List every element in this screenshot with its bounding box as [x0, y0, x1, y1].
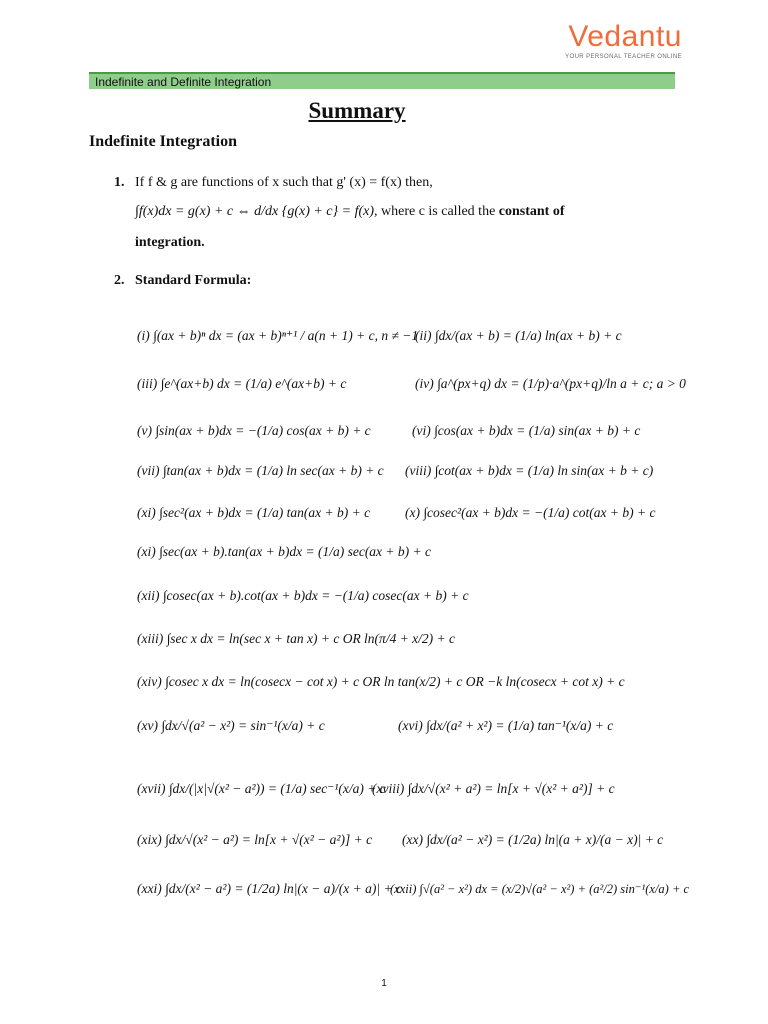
item-1-line3: integration.	[135, 235, 205, 250]
item-1-bold-tail: constant of	[498, 204, 565, 219]
formula-xiii: (xiii) ∫sec x dx = ln(sec x + tan x) + c OR ln(π/4 + x/2) + c	[137, 631, 456, 646]
page-number: 1	[381, 978, 387, 989]
formula-iv: (iv) ∫a^(px+q) dx = (1/p)·a^(px+q)/ln a + c; a > 0	[415, 376, 686, 391]
formula-xxii: (xxii) ∫√(a² − x²) dx = (x/2)√(a² − x²) + (a²/2) sin⁻¹(x/a) + c	[390, 882, 690, 896]
formula-vii: (vii) ∫tan(ax + b)dx = (1/a) ln sec(ax + b) + c	[137, 463, 384, 478]
item-1-text: If f & g are functions of x such that g' (x) = f(x) then,	[135, 175, 433, 190]
formula-xi-sec-squared: (xi) ∫sec²(ax + b)dx = (1/a) tan(ax + b) + c	[137, 505, 371, 520]
item-1-formula-tail: , where c is called the	[374, 204, 499, 219]
formula-i: (i) ∫(ax + b)ⁿ dx = (ax + b)ⁿ⁺¹ / a(n + 1) + c, n ≠ −1	[137, 328, 419, 343]
item-1-formula-line	[135, 203, 565, 221]
section-heading: Indefinite Integration	[89, 133, 237, 150]
formula-viii: (viii) ∫cot(ax + b)dx = (1/a) ln sin(ax + b + c)	[405, 463, 654, 478]
formula-vi: (vi) ∫cos(ax + b)dx = (1/a) sin(ax + b) + c	[412, 423, 641, 438]
logo-tagline: YOUR PERSONAL TEACHER ONLINE	[565, 54, 682, 60]
formula-v: (v) ∫sin(ax + b)dx = −(1/a) cos(ax + b) + c	[137, 423, 371, 438]
item-1-number: 1.	[114, 175, 125, 190]
integration-definition-formula: ∫f(x)dx = g(x) + c ⇔ d/dx {g(x) + c} = f(x)	[135, 204, 374, 219]
item-2-label: Standard Formula:	[135, 273, 252, 288]
formula-x: (x) ∫cosec²(ax + b)dx = −(1/a) cot(ax + b) + c	[405, 505, 656, 520]
logo-wordmark: Vedantu	[568, 20, 682, 53]
formula-xv: (xv) ∫dx/√(a² − x²) = sin⁻¹(x/a) + c	[137, 718, 325, 733]
formula-xii: (xii) ∫cosec(ax + b).cot(ax + b)dx = −(1/a) cosec(ax + b) + c	[137, 588, 469, 603]
formula-xix: (xix) ∫dx/√(x² − a²) = ln[x + √(x² − a²)] + c	[137, 832, 373, 847]
formula-ii: (ii) ∫dx/(ax + b) = (1/a) ln(ax + b) + c	[415, 328, 622, 343]
formula-xvi: (xvi) ∫dx/(a² + x²) = (1/a) tan⁻¹(x/a) + c	[398, 718, 614, 733]
formula-xiv: (xiv) ∫cosec x dx = ln(cosecx − cot x) + c OR ln tan(x/2) + c OR −k ln(cosecx + cot x) + c	[137, 674, 625, 689]
formula-xviii: (xviii) ∫dx/√(x² + a²) = ln[x + √(x² + a²)] + c	[372, 781, 615, 796]
formula-xx: (xx) ∫dx/(a² − x²) = (1/2a) ln|(a + x)/(a − x)| + c	[402, 832, 664, 847]
page-title: Summary	[308, 98, 406, 123]
vedantu-logo	[565, 22, 682, 60]
formula-xi-sec-tan: (xi) ∫sec(ax + b).tan(ax + b)dx = (1/a) sec(ax + b) + c	[137, 544, 432, 559]
formula-iii: (iii) ∫e^(ax+b) dx = (1/a) e^(ax+b) + c	[137, 376, 347, 391]
item-2-number: 2.	[114, 273, 125, 288]
formula-xxi: (xxi) ∫dx/(x² − a²) = (1/2a) ln|(x − a)/(x + a)| + c	[137, 881, 402, 896]
formula-xvii: (xvii) ∫dx/(|x|√(x² − a²)) = (1/a) sec⁻¹(x/a) + c	[137, 781, 386, 796]
topic-header-bar: Indefinite and Definite Integration	[89, 72, 675, 89]
